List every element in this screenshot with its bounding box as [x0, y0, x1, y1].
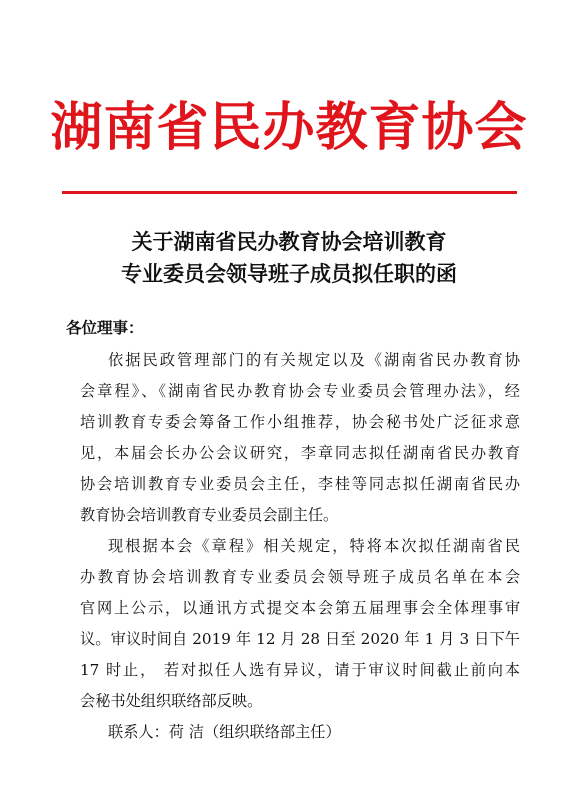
- paragraph-1-line-3: 培训教育专委会筹备工作小组推荐，协会秘书处广泛征求意: [80, 413, 520, 431]
- salutation: 各位理事：: [66, 319, 144, 337]
- paragraph-1-line-6: 教育协会培训教育专业委员会副主任。: [80, 506, 339, 524]
- paragraph-2-line-2: 办教育协会培训教育专业委员会领导班子成员名单在本会: [80, 568, 520, 586]
- paragraph-1-line-5: 协会培训教育专业委员会主任，李桂等同志拟任湖南省民办: [80, 475, 520, 493]
- paragraph-1-line-2: 会章程》、《湖南省民办教育协会专业委员会管理办法》，经: [80, 382, 520, 400]
- paragraph-2-line-3: 官网上公示，以通讯方式提交本会第五届理事会全体理事审: [80, 599, 520, 617]
- paragraph-2-line-1: 现根据本会《章程》相关规定，特将本次拟任湖南省民: [108, 537, 520, 555]
- contact-line: 联系人：荷 洁（组织联络部主任）: [108, 723, 341, 741]
- paragraph-1-line-1: 依据民政管理部门的有关规定以及《湖南省民办教育协: [108, 351, 520, 369]
- letterhead-red-rule: [62, 191, 517, 194]
- paragraph-2-line-4: 议。审议时间自 2019 年 12 月 28 日至 2020 年 1 月 3 日下午: [80, 630, 520, 648]
- document-title-line-1: 关于湖南省民办教育协会培训教育: [131, 230, 447, 254]
- paragraph-2-line-5: 17 时止， 若对拟任人选有异议，请于审议时间截止前向本: [80, 661, 520, 679]
- document-title-line-2: 专业委员会领导班子成员拟任职的函: [121, 262, 457, 286]
- paragraph-1-line-4: 见，本届会长办公会议研究，李章同志拟任湖南省民办教育: [80, 444, 520, 462]
- paragraph-2-line-6: 会秘书处组织联络部反映。: [80, 692, 263, 710]
- letterhead-org-name: 湖南省民办教育协会: [50, 98, 528, 158]
